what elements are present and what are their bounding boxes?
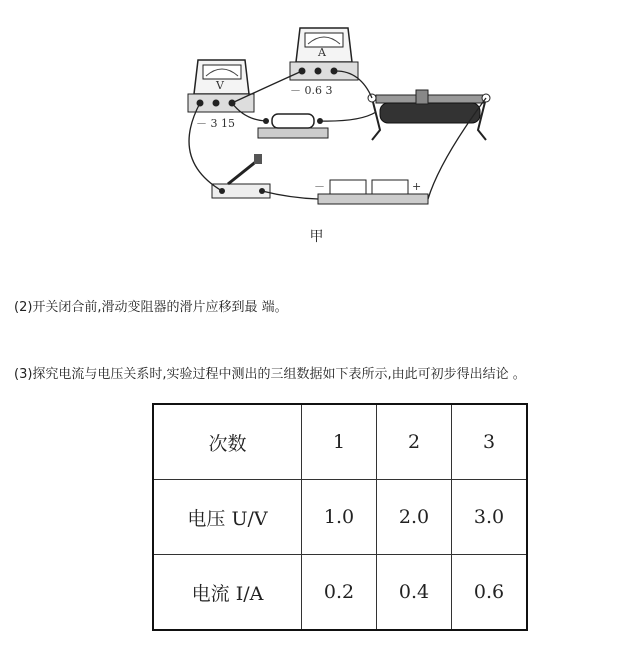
voltmeter-symbol: V [216, 79, 224, 92]
table-cell: 3 [452, 404, 528, 480]
table-cell: 1.0 [302, 480, 377, 555]
table-cell: 3.0 [452, 480, 528, 555]
ammeter [290, 28, 358, 97]
battery-negative: － [314, 180, 325, 193]
table-cell: 2 [377, 404, 452, 480]
table-cell: 0.4 [377, 555, 452, 631]
table-header-row [153, 404, 527, 480]
figure-caption: 甲 [309, 229, 324, 245]
table-cell: 0.6 [452, 555, 528, 631]
table-cell: 次数 [153, 404, 302, 480]
sliding-rheostat [368, 90, 490, 140]
ammeter-symbol: A [318, 46, 326, 59]
table-cell: 0.2 [302, 555, 377, 631]
ammeter-terminals: － 0.6 3 [290, 84, 333, 97]
table-cell: 电流 I/A [153, 555, 302, 631]
voltmeter [188, 60, 254, 130]
table-row [153, 555, 527, 631]
fixed-resistor [258, 114, 328, 138]
table-row [153, 480, 527, 555]
switch [212, 154, 270, 198]
table-cell: 1 [302, 404, 377, 480]
table-cell: 电压 U/V [153, 480, 302, 555]
battery [314, 180, 428, 204]
question-2: (2)开关闭合前,滑动变阻器的滑片应移到最 端。 [14, 300, 288, 315]
question-3: (3)探究电流与电压关系时,实验过程中测出的三组数据如下表所示,由此可初步得出结论 。 [14, 367, 526, 382]
circuit-figure [0, 0, 633, 240]
data-table [152, 403, 528, 631]
voltmeter-terminals: － 3 15 [196, 117, 235, 130]
table-cell: 2.0 [377, 480, 452, 555]
battery-positive: + [412, 180, 422, 193]
